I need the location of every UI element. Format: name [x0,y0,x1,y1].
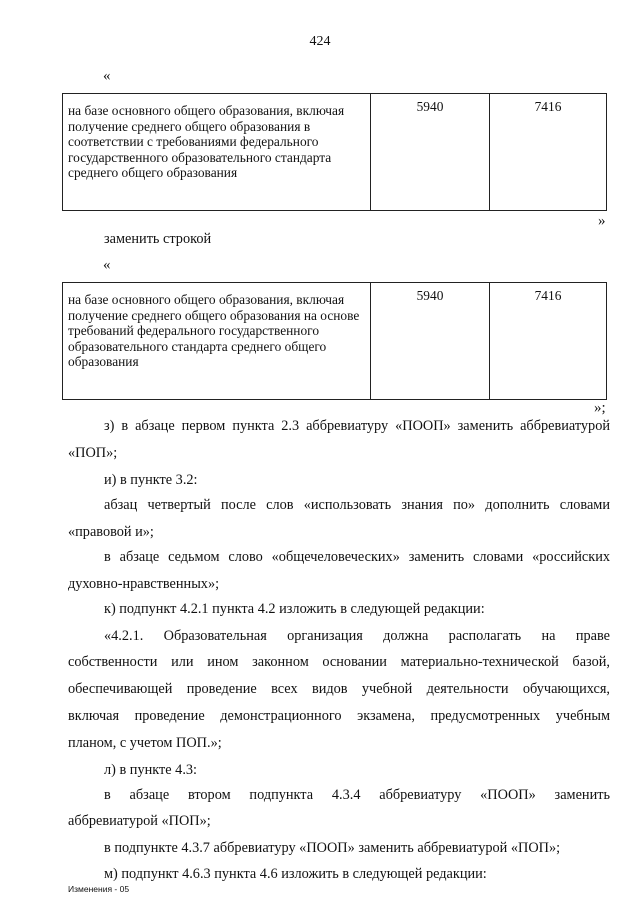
table-old-value-2: 7416 [490,94,607,211]
paragraph-i: и) в пункте 3.2: [104,472,198,488]
paragraph-abz4-line2: «правовой и»; [68,524,154,540]
paragraph-l: л) в пункте 4.3: [104,762,198,778]
paragraph-m: м) подпункт 4.6.3 пункта 4.6 изложить в следующей редакции: [104,866,487,882]
closing-quote: » [598,213,606,229]
paragraph-434-line1: в абзаце втором подпункта 4.3.4 аббревиатуру «ПООП» заменить [104,787,610,803]
paragraph-abz7-line1: в абзаце седьмом слово «общечеловеческих» заменить словами «российских [104,549,610,565]
closing-quote-semicolon: »; [594,400,606,416]
table-old-row [62,93,607,211]
paragraph-k: к) подпункт 4.2.1 пункта 4.2 изложить в следующей редакции: [104,601,485,617]
footer-label: Изменения - 05 [68,884,130,894]
page-number: 424 [309,34,331,49]
paragraph-421-line2: собственности или ином законном основании материально-технической базой, [68,654,610,670]
table-old-value-1: 5940 [371,94,490,211]
table-new-description: на базе основного общего образования, включая получение среднего общего образования на основе требований федерального государственного образовательного стандарта среднего общего образования [63,283,371,400]
paragraph-437: в подпункте 4.3.7 аббревиатуру «ПООП» заменить аббревиатурой «ПОП»; [104,840,561,856]
paragraph-421-line4: включая проведение демонстрационного экзамена, предусмотренных учебным [68,708,610,724]
opening-quote: « [103,68,111,84]
paragraph-421-line5: планом, с учетом ПОП.»; [68,735,222,751]
paragraph-421-line3: обеспечивающей проведение всех видов учебной деятельности обучающихся, [68,681,610,697]
replace-phrase: заменить строкой [104,231,212,247]
table-old-description: на базе основного общего образования, включая получение среднего общего образования в соответствии с требованиями федерального государственного образовательного стандарта среднего общего образования [63,94,371,211]
opening-quote-2: « [103,257,111,273]
table-new-value-1: 5940 [371,283,490,400]
paragraph-421-line1: «4.2.1. Образовательная организация должна располагать на праве [104,628,610,644]
paragraph-abz4-line1: абзац четвертый после слов «использовать знания по» дополнить словами [104,497,610,513]
paragraph-434-line2: аббревиатурой «ПОП»; [68,813,211,829]
paragraph-z-line1: з) в абзаце первом пункта 2.3 аббревиатуру «ПООП» заменить аббревиатурой [104,418,610,434]
paragraph-abz7-line2: духовно-нравственных»; [68,576,220,592]
table-new-row [62,282,607,400]
paragraph-z-line2: «ПОП»; [68,445,118,461]
table-new-value-2: 7416 [490,283,607,400]
